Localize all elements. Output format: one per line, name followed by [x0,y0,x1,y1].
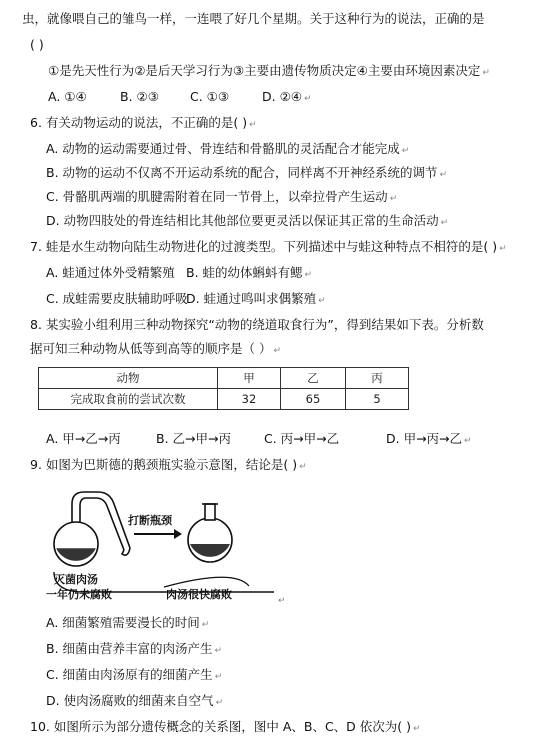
q5-option-b: B. ②③ [120,89,159,104]
question-10-stem: 10. 如图所示为部分遗传概念的关系图，图中 A、B、C、D 依次为( ) ↵ [30,719,421,734]
table-cell: 5 [346,389,409,410]
q7-options-row-1: A. 蛙通过体外受精繁殖 B. 蛙的幼体蝌蚪有鳃 ↵ [46,265,313,280]
table-header-cell: 丙 [346,368,409,389]
question-5-options: A. ①④ B. ②③ C. ①③ D. ②④ ↵ [48,89,312,104]
q7-options-row-2: C. 成蛙需要皮肤辅助呼吸D. 蛙通过鸣叫求偶繁殖 ↵ [46,291,326,306]
q7-option-a: A. 蛙通过体外受精繁殖 [46,265,175,280]
arrow-right-icon [134,529,182,539]
q7-option-c: C. 成蛙需要皮肤辅助呼吸 [46,291,188,306]
question-8-options: A. 甲→乙→丙 B. 乙→甲→丙 C. 丙→甲→乙 D. 甲→丙→乙 ↵ [46,431,472,446]
q7-option-d: D. 蛙通过鸣叫求偶繁殖 [186,291,317,306]
table-cell: 65 [281,389,346,410]
table-row [39,389,409,410]
q9-option-b: B. 细菌由营养丰富的肉汤产生 ↵ [46,641,223,656]
left-caption-1: 灭菌肉汤 [54,573,98,586]
q7-option-b: B. 蛙的幼体蝌蚪有鳃 [186,265,303,280]
q6-option-c: C. 骨骼肌两端的肌腱需附着在同一节骨上，以牵拉骨产生运动 ↵ [46,189,398,204]
question-8-stem-continued: 据可知三种动物从低等到高等的顺序是（ ） ↵ [30,341,282,356]
arrow-label: 打断瓶颈 [128,514,172,527]
q9-option-d: D. 使肉汤腐败的细菌来自空气 ↵ [46,693,224,708]
q5-option-a: A. ①④ [48,89,87,104]
question-5-answer-blank: ( ) [30,37,44,52]
q6-option-d: D. 动物四肢处的骨连结相比其他部位要更灵活以保证其正常的生命活动 ↵ [46,213,449,228]
table-header-cell: 乙 [281,368,346,389]
question-7-stem: 7. 蛙是水生动物向陆生动物进化的过渡类型。下列描述中与蛙这种特点不相符的是( ) ↵ [30,239,507,254]
q8-option-a: A. 甲→乙→丙 [46,431,121,446]
q5-option-d: D. ②④ [262,89,302,104]
table-cell: 32 [218,389,281,410]
question-8-stem: 8. 某实验小组利用三种动物探究“动物的绕道取食行为”，得到结果如下表。分析数 [30,317,484,332]
swan-neck-flask-diagram [44,482,274,602]
q5-option-c: C. ①③ [190,89,230,104]
q8-option-d: D. 甲→丙→乙 [386,431,463,446]
table-cell: 完成取食前的尝试次数 [39,389,218,410]
caption-curve [164,577,249,587]
q9-option-c: C. 细菌由肉汤原有的细菌产生 ↵ [46,667,223,682]
right-caption: 肉汤很快腐败 [166,588,232,601]
q9-option-a: A. 细菌繁殖需要漫长的时间 ↵ [46,615,210,630]
q8-option-b: B. 乙→甲→丙 [156,431,231,446]
q8-option-c: C. 丙→甲→乙 [264,431,340,446]
table-header-cell: 动物 [39,368,218,389]
paragraph-mark: ↵ [278,596,286,606]
right-flask [188,504,232,562]
table-header-cell: 甲 [218,368,281,389]
left-caption-2: 一年仍未腐败 [46,588,112,601]
q6-option-a: A. 动物的运动需要通过骨、骨连结和骨骼肌的灵活配合才能完成 ↵ [46,141,410,156]
question-5-statements: ①是先天性行为②是后天学习行为③主要由遗传物质决定④主要由环境因素决定 ↵ [48,63,490,78]
question-6-stem: 6. 有关动物运动的说法，不正确的是( ) ↵ [30,115,257,130]
experiment-table [38,367,409,410]
question-5-stem-continued: 虫，就像喂自己的雏鸟一样，一连喂了好几个星期。关于这种行为的说法，正确的是 [22,11,485,26]
q6-option-b: B. 动物的运动不仅离不开运动系统的配合，同样离不开神经系统的调节 ↵ [46,165,448,180]
question-9-stem: 9. 如图为巴斯德的鹅颈瓶实验示意图，结论是( ) ↵ [30,457,307,472]
left-flask [54,492,130,566]
table-header-row [39,368,409,389]
